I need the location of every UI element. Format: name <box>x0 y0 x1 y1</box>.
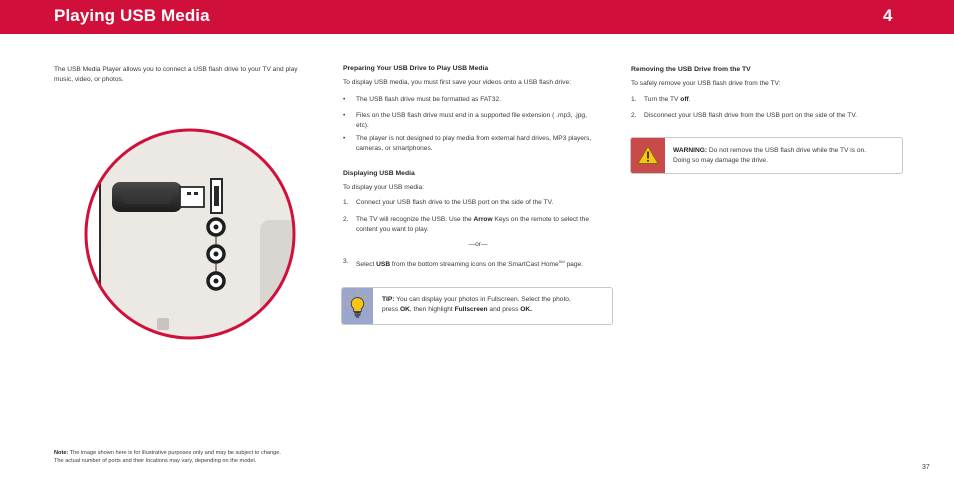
page-number: 37 <box>922 464 930 471</box>
usb-port-illustration <box>84 128 296 340</box>
preparing-lead: To display USB media, you must first save your videos onto a USB flash drive: <box>343 79 571 86</box>
tip-icon-panel <box>342 288 373 324</box>
list-item: • The player is not designed to play media from external hard drives, MP3 players, cameras, or smartphones. <box>343 135 592 152</box>
displaying-lead: To display your USB media: <box>343 184 424 191</box>
lightbulb-icon <box>342 288 373 324</box>
displaying-heading: Displaying USB Media <box>343 170 415 177</box>
warning-box <box>630 137 903 174</box>
page-header <box>0 0 954 34</box>
tip-box <box>341 287 613 325</box>
note-text: Note: The image shown here is for illustrative purposes only and may be subject to change. The actual number of ports and their locations may vary, depending on the model. <box>54 450 281 464</box>
tip-text: TIP: You can display your photos in Fullscreen. Select the photo, press OK, then highlight Fullscreen and press OK. <box>382 296 571 313</box>
list-item: 2. The TV will recognize the USB. Use the Arrow Keys on the remote to select the content you want to play. <box>343 216 589 233</box>
page-title: Playing USB Media <box>54 6 210 25</box>
or-separator: —or— <box>468 241 488 248</box>
preparing-heading: Preparing Your USB Drive to Play USB Media <box>343 65 489 72</box>
warning-text: WARNING: Do not remove the USB flash drive while the TV is on. Doing so may damage the drive. <box>673 147 867 164</box>
warning-triangle-icon <box>631 138 665 173</box>
power-button-icon <box>157 318 169 330</box>
intro-text: The USB Media Player allows you to connect a USB flash drive to your TV and play music, video, or photos. <box>54 66 298 83</box>
chapter-number: 4 <box>883 6 893 25</box>
list-item: • Files on the USB flash drive must end in a supported file extension ( .mp3, .jpg, etc). <box>343 112 587 129</box>
removing-heading: Removing the USB Drive from the TV <box>631 66 751 73</box>
warning-icon-panel <box>631 138 665 173</box>
removing-lead: To safely remove your USB flash drive from the TV: <box>631 80 781 87</box>
